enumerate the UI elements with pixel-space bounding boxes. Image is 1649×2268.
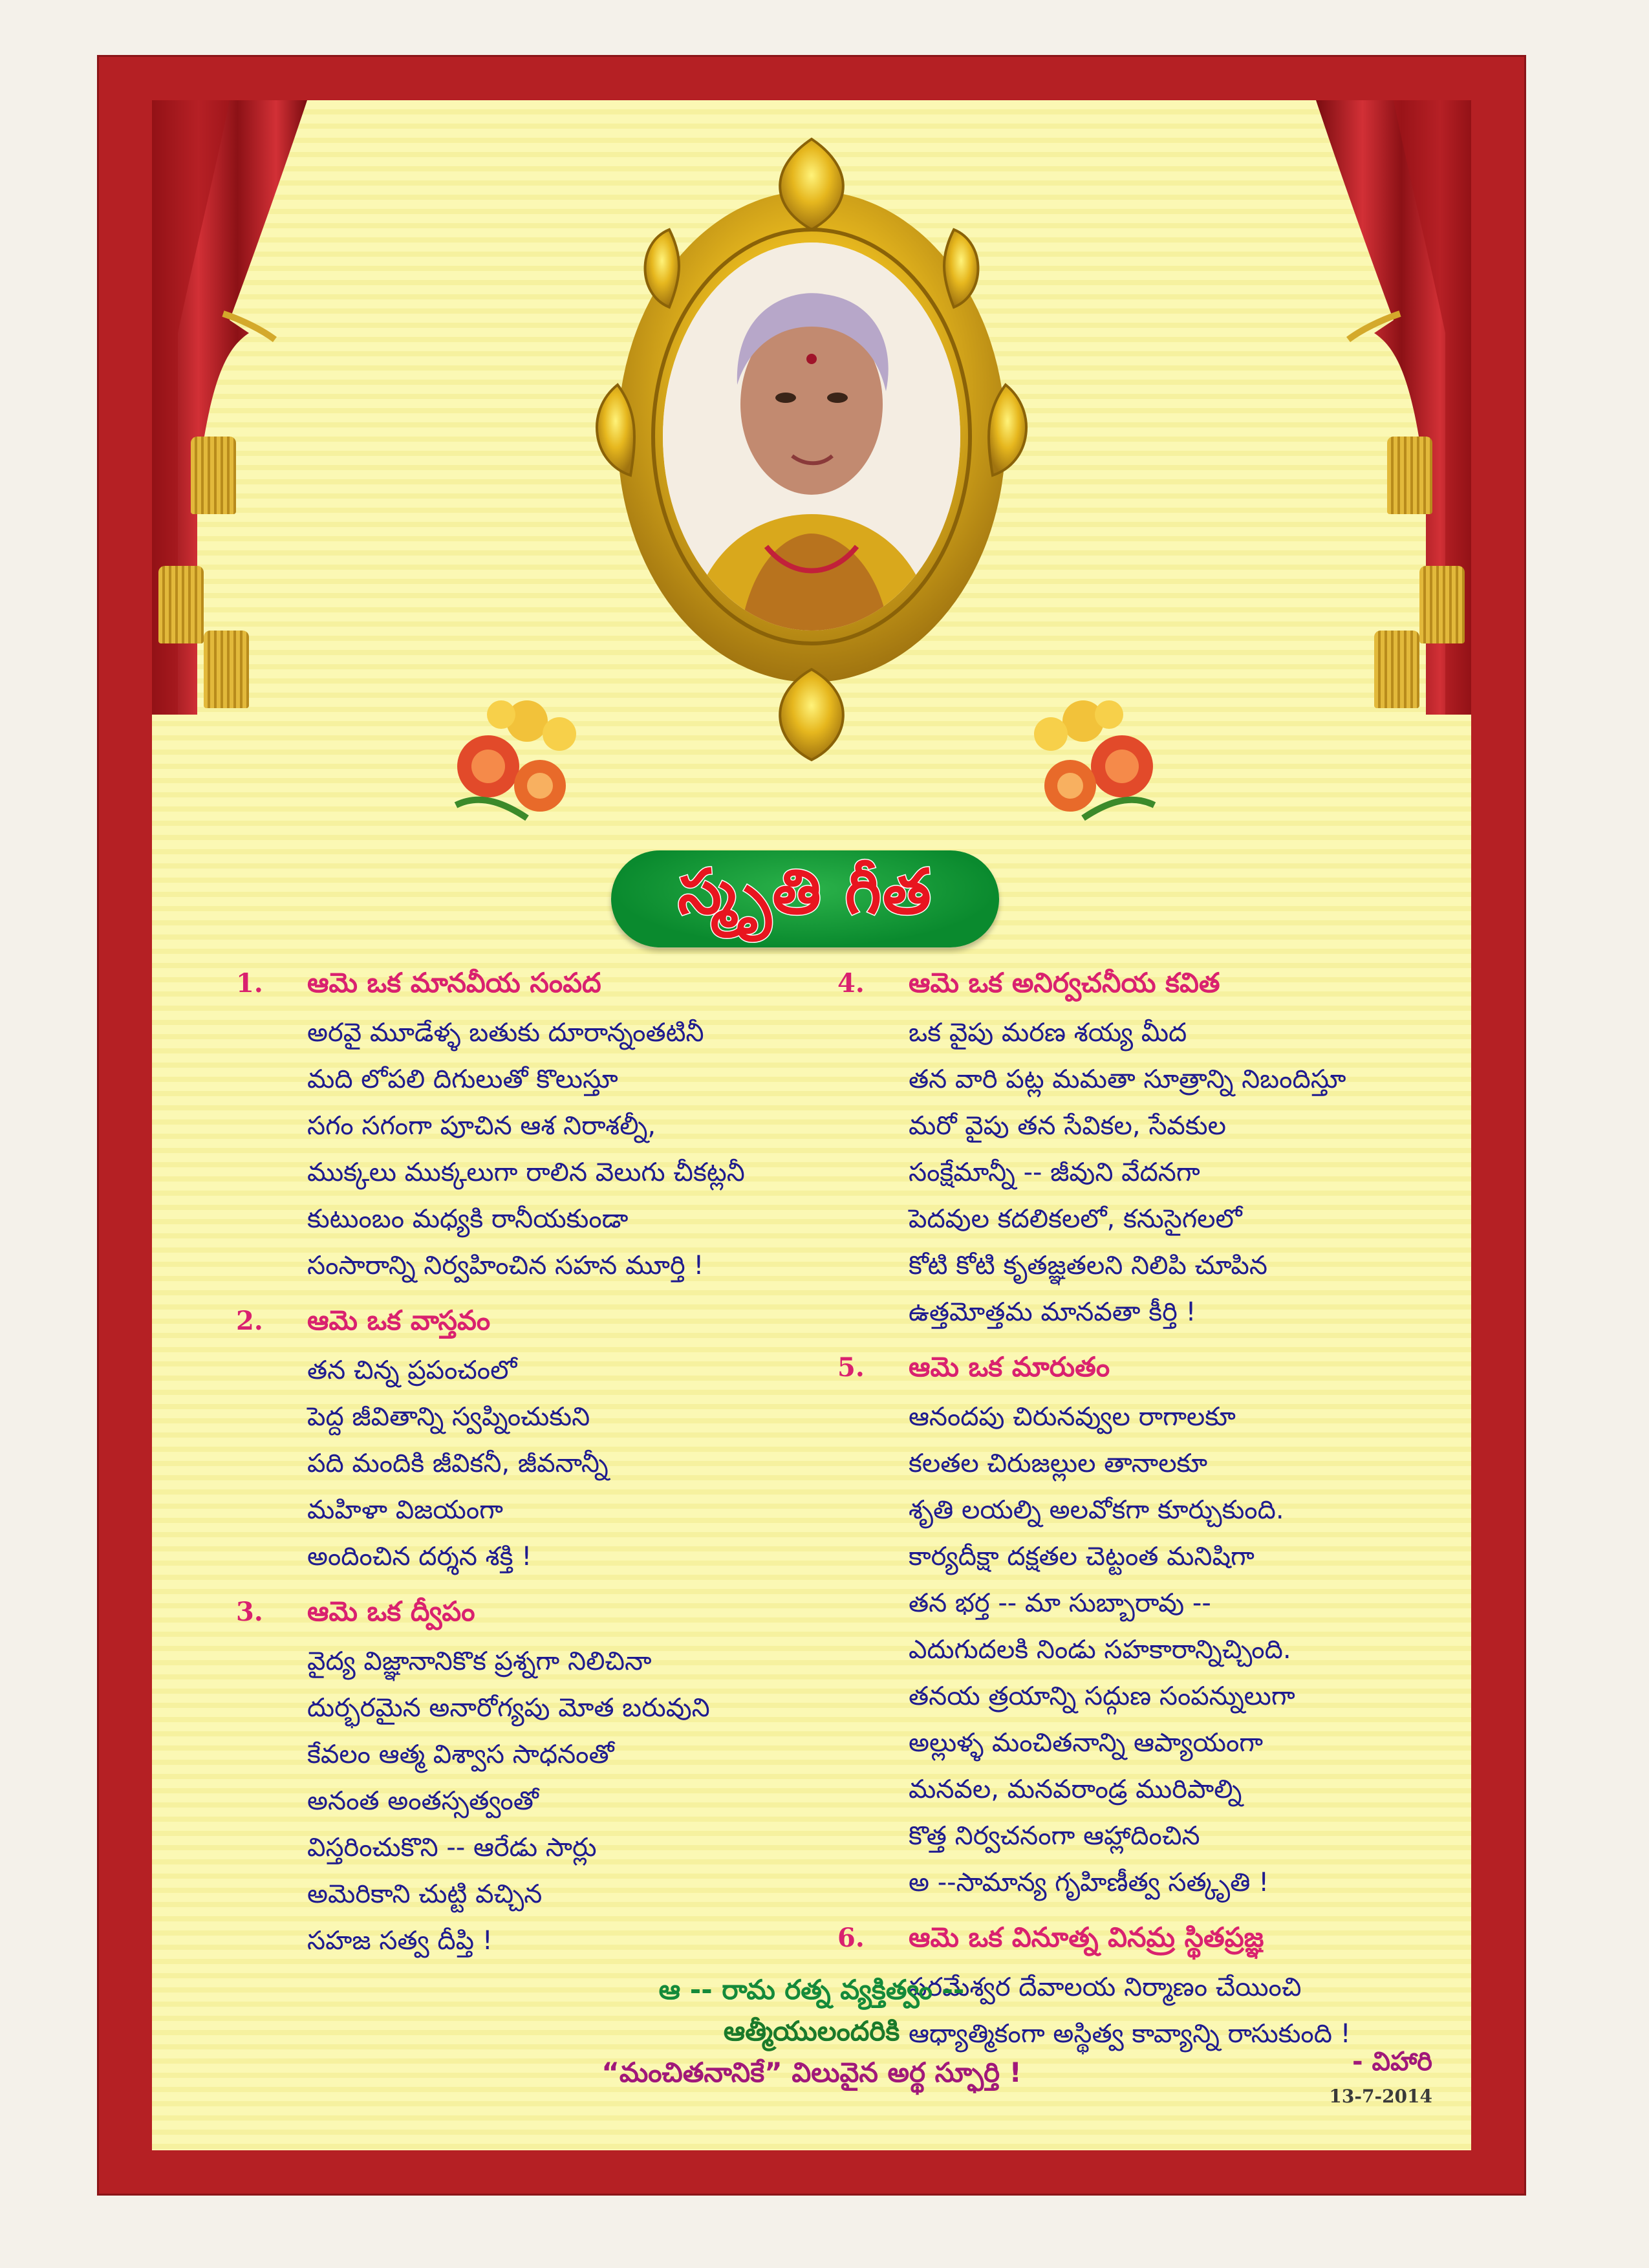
poem-line: దుర్భరమైన అనారోగ్యపు మోత బరువుని: [307, 1693, 710, 1723]
poem-line: తన వారి పట్ల మమతా సూత్రాన్ని నిబందిస్తూ: [909, 1064, 1346, 1094]
poem-line: తన చిన్న ప్రపంచంలో: [307, 1355, 517, 1385]
poem-line: సగం సగంగా పూచిన ఆశ నిరాశల్నీ,: [307, 1111, 656, 1141]
section-title: ఆమె ఒక మారుతం: [909, 1351, 1110, 1383]
poem-line: కలతల చిరుజల్లుల తానాలకూ: [909, 1449, 1208, 1478]
poem-line: అరవై మూడేళ్ళ బతుకు దూరాన్నంతటినీ: [307, 1018, 704, 1048]
section-title: ఆమె ఒక అనిర్వచనీయ కవిత: [909, 967, 1220, 999]
flower-bouquet-left: [430, 663, 598, 831]
roses-icon: [430, 663, 598, 831]
section-number: 5.: [837, 1352, 865, 1383]
tassel-icon: [1419, 566, 1465, 643]
poem-line: శృతి లయల్ని అలవోకగా కూర్చుకుంది.: [909, 1495, 1284, 1525]
section-title: ఆమె ఒక వినూత్న వినమ్ర స్థితప్రజ్ఞ: [909, 1921, 1264, 1953]
poem-line: కార్యదీక్షా దక్షతల చెట్టంత మనిషిగా: [909, 1542, 1255, 1571]
poem-line: ఎదుగుదలకి నిండు సహకారాన్నిచ్చింది.: [909, 1635, 1291, 1665]
poem-line: పరమేశ్వర దేవాలయ నిర్మాణం చేయించి: [909, 1972, 1302, 2002]
poem-line: కుటుంబం మధ్యకి రానీయకుండా: [307, 1204, 629, 1234]
section-title: ఆమె ఒక వాస్తవం: [307, 1304, 491, 1336]
poem-line: మది లోపలి దిగులుతో కొలుస్తూ: [307, 1064, 618, 1094]
left-column: [236, 967, 805, 1980]
poem-line: అందించిన దర్శన శక్తి !: [307, 1542, 532, 1571]
poem-line: అమెరికాని చుట్టి వచ్చిన: [307, 1879, 543, 1909]
roses-icon: [1012, 663, 1180, 831]
poem-line: ముక్కలు ముక్కలుగా రాలిన వెలుగు చీకట్లనీ: [307, 1158, 745, 1187]
portrait-photo: [663, 243, 960, 631]
right-column: [837, 967, 1458, 2073]
section-3: [236, 1595, 805, 1964]
tassel-icon: [1374, 631, 1419, 708]
poem-line: ఉత్తమోత్తమ మానవతా కీర్తి !: [909, 1297, 1196, 1327]
poem-line: కొత్త నిర్వచనంగా ఆహ్లాదించిన: [909, 1821, 1200, 1851]
footer-line: ఆ -- రామ రత్న వ్యక్తిత్వం --: [658, 1974, 965, 2005]
section-number: 2.: [236, 1306, 263, 1336]
date: 13-7-2014: [1329, 2086, 1432, 2107]
poem-line: ఒక వైపు మరణ శయ్య మీద: [909, 1018, 1187, 1048]
left-curtain: [152, 100, 307, 715]
poem-line: సంసారాన్ని నిర్వహించిన సహన మూర్తి !: [307, 1251, 704, 1280]
section-title: ఆమె ఒక ద్వీపం: [307, 1595, 475, 1627]
footer-dedication: [152, 1969, 1471, 2093]
section-number: 3.: [236, 1597, 263, 1627]
card-panel: [152, 100, 1471, 2150]
section-number: 1.: [236, 968, 263, 999]
poem-line: మరో వైపు తన సేవికల, సేవకుల: [909, 1111, 1226, 1141]
section-number: 6.: [837, 1923, 865, 1953]
footer-line: ఆత్మీయులందరికి: [723, 2015, 900, 2047]
section-4: [837, 967, 1458, 1335]
poem-line: ఆధ్యాత్మికంగా అస్థిత్వ కావ్యాన్ని రాసుకుంది !: [909, 2019, 1351, 2049]
footer-line: “మంచితనానికే” విలువైన అర్థ స్ఫూర్తి !: [601, 2057, 1022, 2088]
poem-line: తనయ త్రయాన్ని సద్గుణ సంపన్నులుగా: [909, 1681, 1295, 1711]
poem-line: పెద్ద జీవితాన్ని స్వప్నించుకుని: [307, 1402, 590, 1432]
section-5: [837, 1351, 1458, 1906]
poem-line: పెదవుల కదలికలలో, కనుసైగలలో: [909, 1204, 1242, 1234]
page-title: స్మృతి గీత: [678, 854, 932, 928]
right-curtain: [1316, 100, 1471, 715]
poem-line: వైద్య విజ్ఞానానికొక ప్రశ్నగా నిలిచినా: [307, 1647, 652, 1676]
tassel-icon: [158, 566, 204, 643]
poem-line: విస్తరించుకొని -- ఆరేడు సార్లు: [307, 1833, 597, 1863]
section-title: ఆమె ఒక మానవీయ సంపద: [307, 967, 601, 999]
signature: - విహారి: [1352, 2047, 1432, 2077]
poem-line: సంక్షేమాన్నీ -- జీవుని వేదనగా: [909, 1158, 1200, 1187]
poem-line: పది మందికి జీవికనీ, జీవనాన్నీ: [307, 1449, 609, 1478]
portrait-frame: [559, 113, 1064, 773]
section-2: [236, 1304, 805, 1580]
tassel-icon: [1387, 437, 1432, 514]
poem-line: కేవలం ఆత్మ విశ్వాస సాధనంతో: [307, 1740, 614, 1769]
poem-line: అల్లుళ్ళ మంచితనాన్ని ఆప్యాయంగా: [909, 1728, 1264, 1758]
memorial-card: [97, 55, 1526, 2196]
poem-line: మనవల, మనవరాండ్ర మురిపాల్ని: [909, 1775, 1242, 1804]
section-number: 4.: [837, 968, 865, 999]
poem-line: తన భర్త -- మా సుబ్బారావు --: [909, 1588, 1211, 1618]
poem-line: అనంత అంతస్సత్వంతో: [307, 1786, 539, 1816]
title-badge: [611, 850, 999, 947]
poem-line: సహజ సత్వ దీప్తి !: [307, 1926, 493, 1956]
tassel-icon: [204, 631, 249, 708]
poem-line: కోటి కోటి కృతజ్ఞతలని నిలిపి చూపిన: [909, 1251, 1267, 1280]
poem-line: ఆనందపు చిరునవ్వుల రాగాలకూ: [909, 1402, 1236, 1432]
woman-portrait-icon: [663, 243, 960, 631]
section-1: [236, 967, 805, 1289]
tassel-icon: [191, 437, 236, 514]
poem-line: అ --సామాన్య గృహిణీత్వ సత్కృతి !: [909, 1868, 1269, 1897]
flower-bouquet-right: [1012, 663, 1180, 831]
poem-line: మహిళా విజయంగా: [307, 1495, 503, 1525]
